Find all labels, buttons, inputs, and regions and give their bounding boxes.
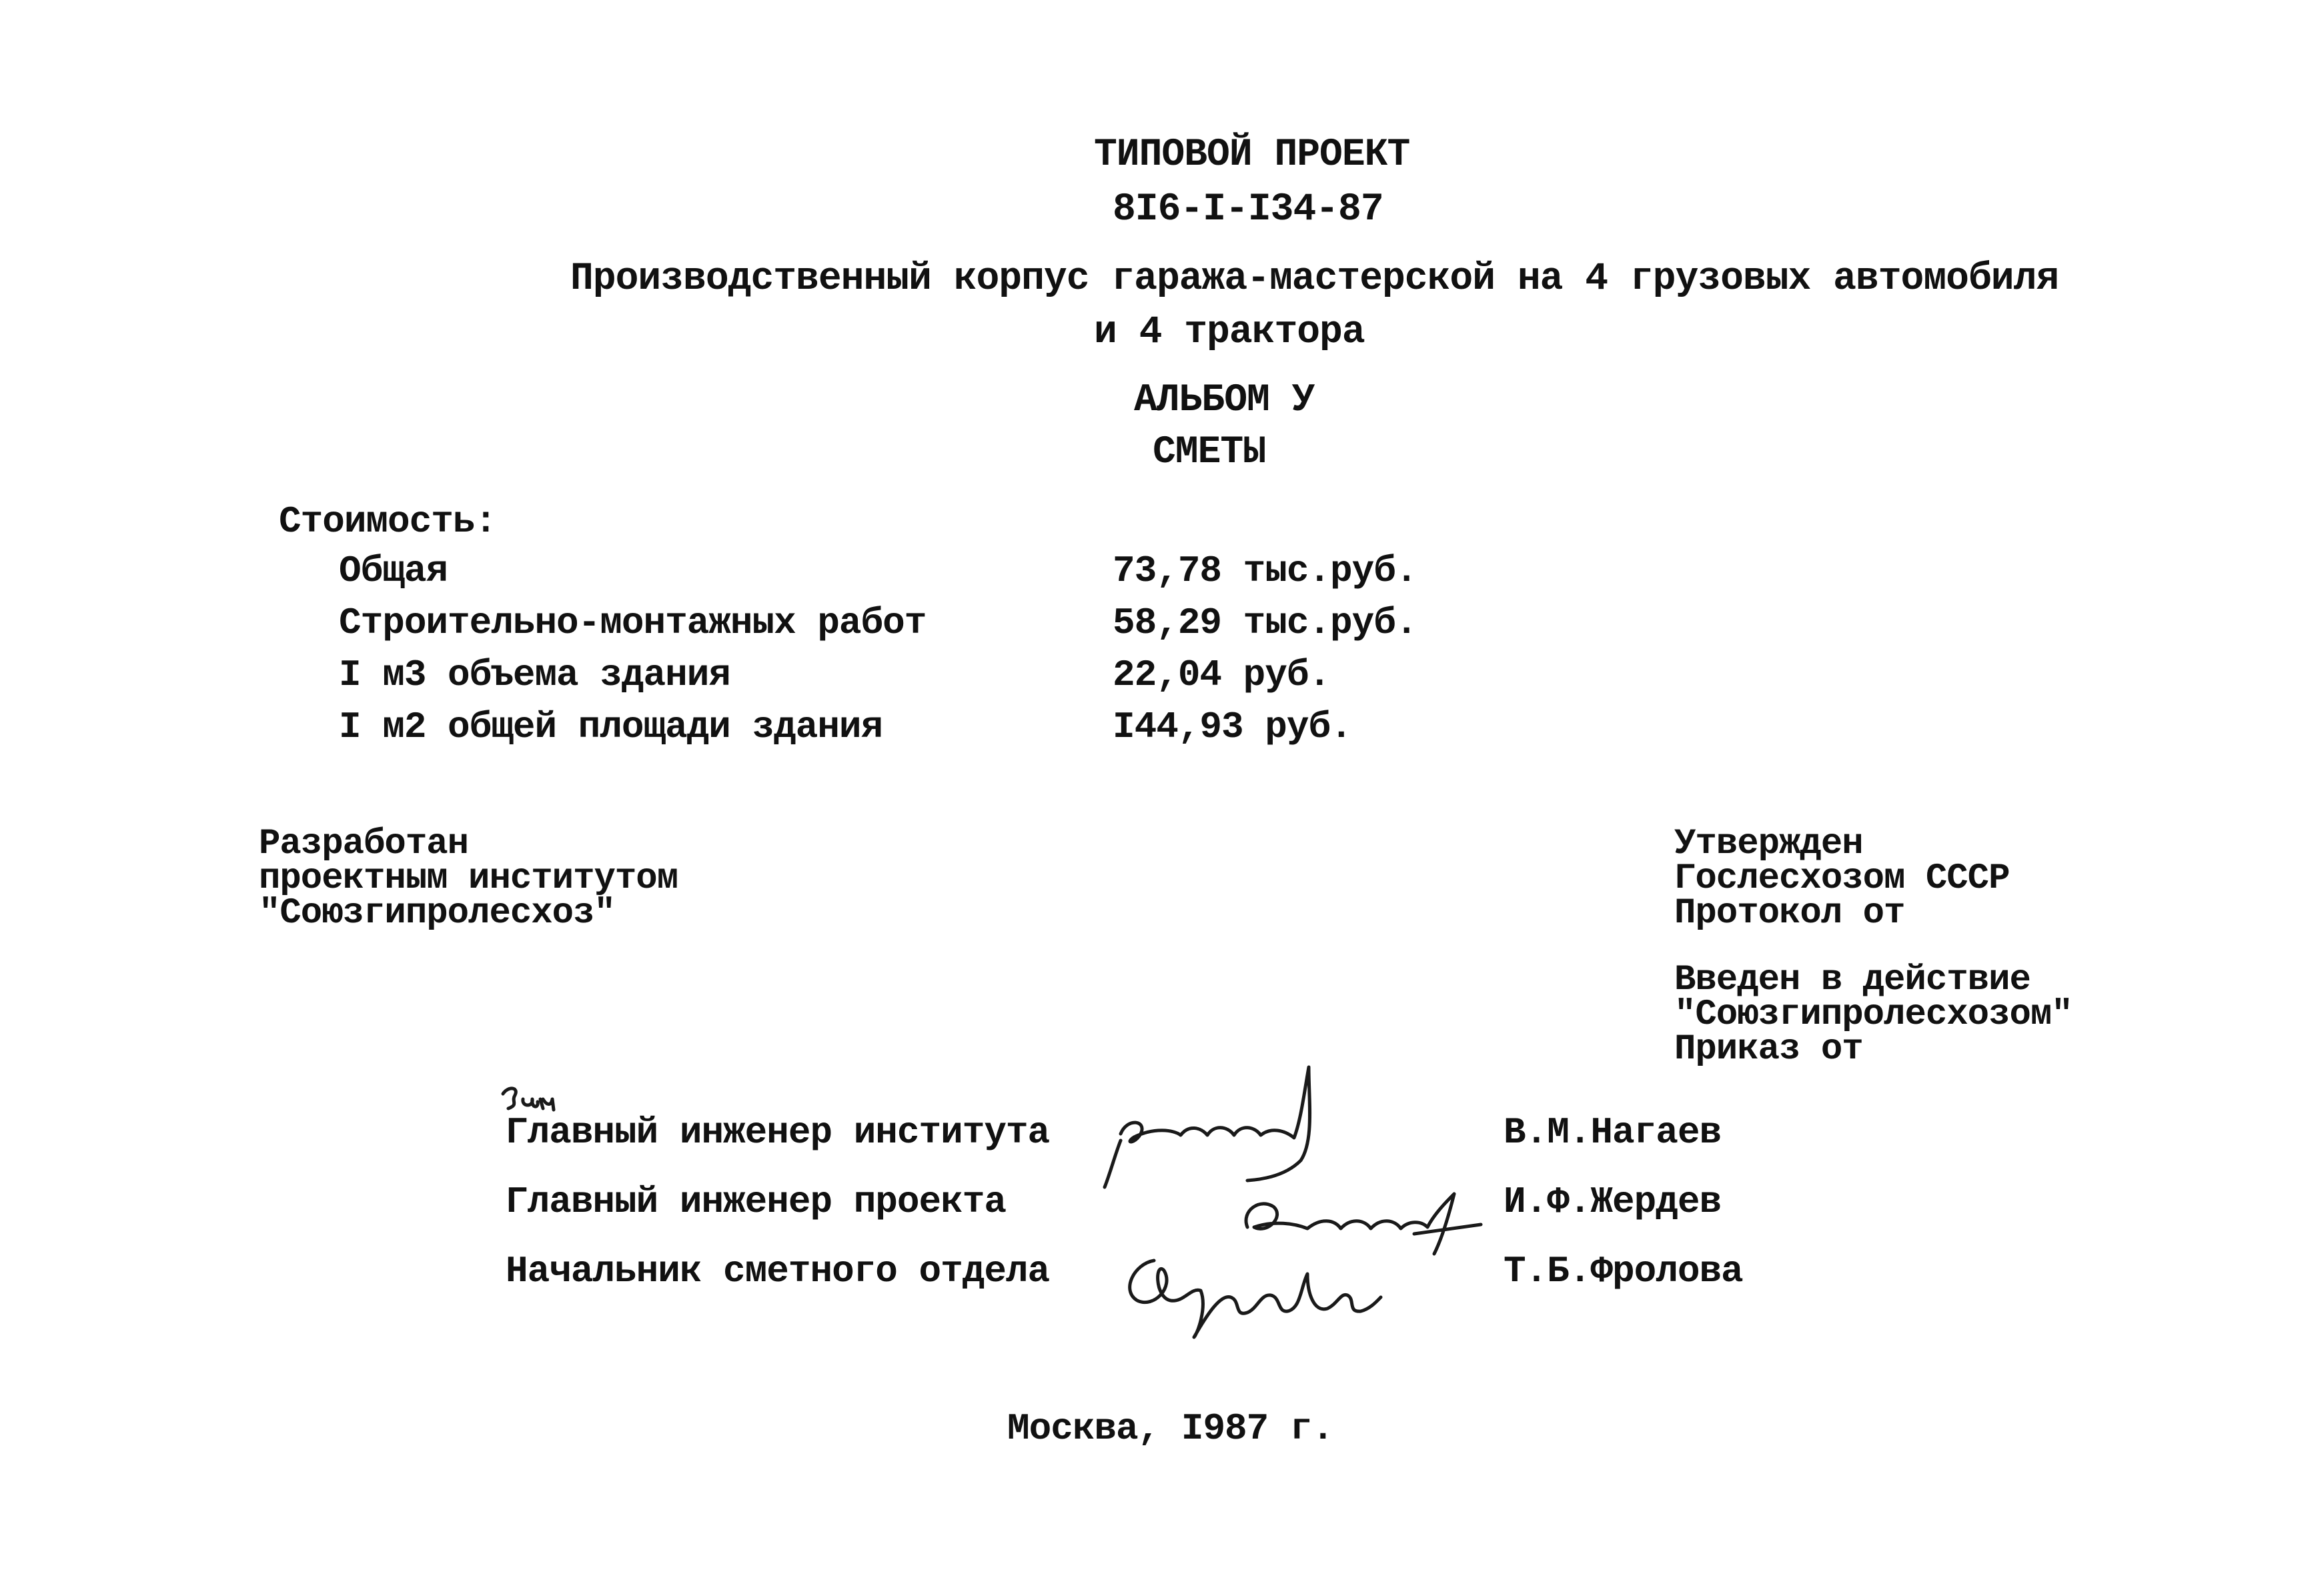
signatory-name-zherdev: И.Ф.Жердев	[1504, 1180, 1722, 1223]
signatory-title-chief-engineer-project: Главный инженер проекта	[506, 1180, 1006, 1223]
approved-line1: Утвержден	[1674, 824, 1863, 864]
cost-value-per-m2: I44,93 руб.	[1113, 706, 1352, 748]
signatory-name-nagaev: В.М.Нагаев	[1504, 1111, 1722, 1154]
album-number: АЛЬБОМ У	[1134, 379, 1315, 422]
project-description-line1: Производственный корпус гаража-мастерской на 4 грузовых автомобиля	[570, 257, 2059, 301]
signature-nagaev	[1101, 1060, 1367, 1194]
place-year: Москва, I987 г.	[1007, 1407, 1334, 1450]
project-number: 8I6-I-I34-87	[1113, 188, 1383, 231]
developed-line2: проектным институтом	[259, 858, 678, 899]
developed-line1: Разработан	[259, 824, 469, 864]
approved-line5: "Союзгипролесхозом"	[1674, 994, 2073, 1035]
approved-line4: Введен в действие	[1674, 960, 2030, 1000]
approved-line3: Протокол от	[1674, 893, 1905, 934]
album-title: СМЕТЫ	[1153, 431, 1266, 474]
signatory-name-frolova: Т.Б.Фролова	[1504, 1250, 1743, 1293]
cost-label-per-m3: I м3 объема здания	[339, 654, 730, 696]
cost-value-per-m3: 22,04 руб.	[1113, 654, 1331, 696]
cost-value-construction: 58,29 тыс.руб.	[1113, 602, 1417, 644]
cost-value-total: 73,78 тыс.руб.	[1113, 550, 1417, 592]
signatory-title-chief-engineer-institute: Главный инженер института	[506, 1111, 1050, 1154]
cost-label-total: Общая	[339, 550, 448, 592]
cost-label-construction: Строительно-монтажных работ	[339, 602, 927, 644]
developed-line3: "Союзгипролесхоз"	[259, 893, 615, 934]
cost-label-per-m2: I м2 общей площади здания	[339, 706, 883, 748]
approved-line6: Приказ от	[1674, 1029, 1863, 1070]
signatory-title-head-estimate-dept: Начальник сметного отдела	[506, 1250, 1050, 1293]
approved-line2: Гослесхозом СССР	[1674, 858, 2010, 899]
project-type: ТИПОВОЙ ПРОЕКТ	[1094, 133, 1410, 177]
signature-frolova	[1107, 1234, 1394, 1341]
project-description-line2: и 4 трактора	[1094, 311, 1365, 354]
cost-heading: Стоимость:	[279, 500, 497, 543]
